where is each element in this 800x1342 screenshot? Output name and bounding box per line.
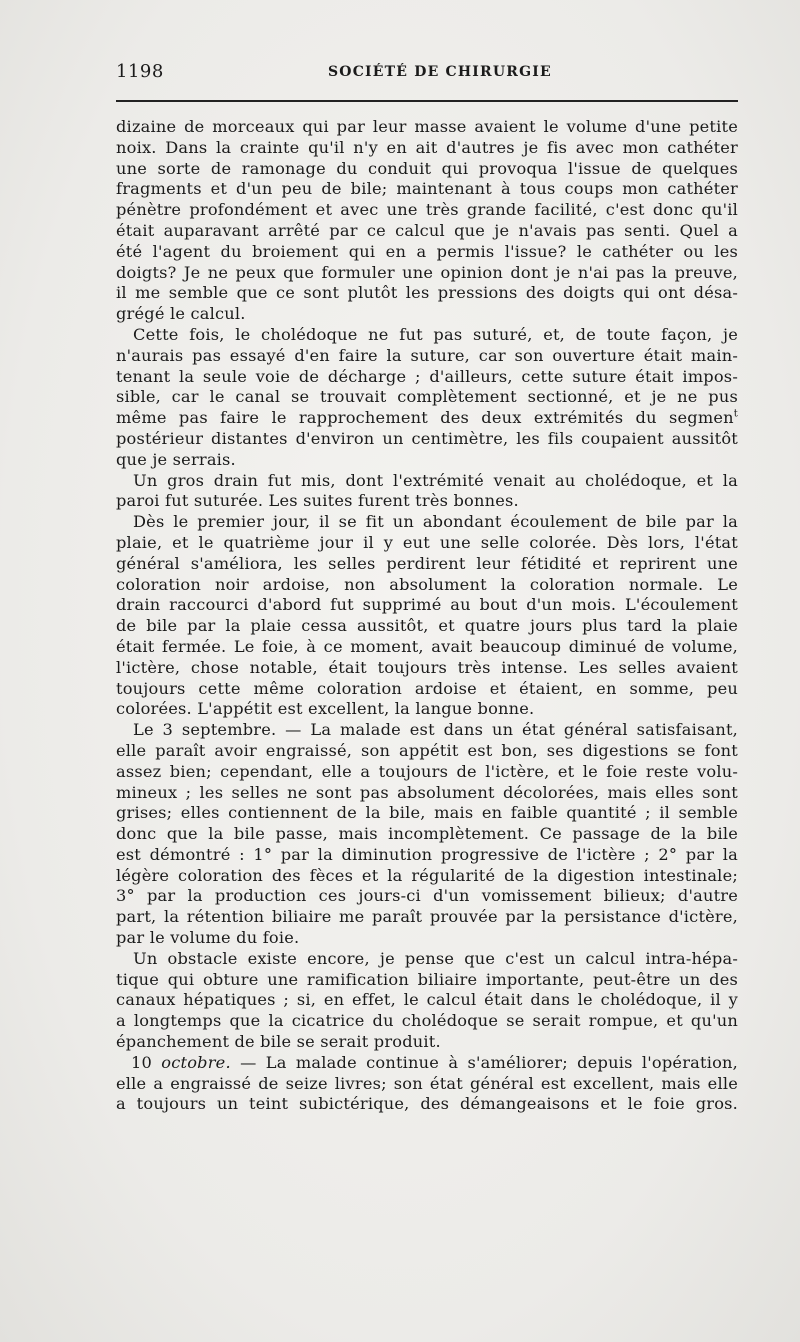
text-line: été l'agent du broiement qui en a permis l'issue? le cathéter ou les bbox=[116, 241, 738, 261]
text-line: doigts? Je ne peux que formuler une opinion dont je n'ai pas la preuve, bbox=[116, 262, 738, 282]
body-text bbox=[116, 117, 738, 1115]
text-line: il me semble que ce sont plutôt les pressions des doigts qui ont désa- bbox=[116, 283, 738, 303]
text-line: tique qui obture une ramification biliaire importante, peut-être un des bbox=[116, 969, 738, 989]
text-line: par le volume du foie. bbox=[116, 928, 300, 948]
text-fragment: même pas faire le rapprochement des deux extrémités du segmen bbox=[116, 408, 734, 428]
page-number: 1198 bbox=[116, 61, 164, 82]
text-line: une sorte de ramonage du conduit qui provoqua l'issue de quelques bbox=[116, 158, 738, 178]
page-header bbox=[116, 61, 738, 87]
text-line: de bile par la plaie cessa aussitôt, et quatre jours plus tard la plaie bbox=[116, 616, 738, 636]
text-line: paroi fut suturée. Les suites furent très bonnes. bbox=[116, 491, 519, 511]
text-line: grégé le calcul. bbox=[116, 304, 246, 324]
text-line: postérieur distantes d'environ un centimètre, les fils coupaient aussitôt bbox=[116, 428, 738, 448]
text-fragment: — La malade continue à s'améliorer; depuis l'opération, bbox=[240, 1052, 738, 1072]
text-line: n'aurais pas essayé d'en faire la suture, car son ouverture était main- bbox=[116, 345, 738, 365]
text-line: assez bien; cependant, elle a toujours de l'ictère, et le foie reste volu- bbox=[116, 761, 738, 781]
text-line: a longtemps que la cicatrice du cholédoque se serait rompue, et qu'un bbox=[116, 1011, 738, 1031]
text-line: était auparavant arrêté par ce calcul que je n'avais pas senti. Quel a bbox=[116, 220, 738, 240]
text-line: part, la rétention biliaire me paraît prouvée par la persistance d'ictère, bbox=[116, 907, 738, 927]
text-line: toujours cette même coloration ardoise et étaient, en somme, peu bbox=[116, 678, 738, 698]
date-day: 10 bbox=[131, 1052, 162, 1072]
text-line: donc que la bile passe, mais incomplètement. Ce passage de la bile bbox=[116, 824, 738, 844]
text-line: canaux hépatiques ; si, en effet, le calcul était dans le cholédoque, il y bbox=[116, 990, 738, 1010]
text-line: était fermée. Le foie, à ce moment, avait beaucoup diminué de volume, bbox=[116, 636, 738, 656]
text-line: épanchement de bile se serait produit. bbox=[116, 1032, 441, 1052]
text-line: colorées. L'appétit est excellent, la langue bonne. bbox=[116, 699, 535, 719]
text-line: sible, car le canal se trouvait complètement sectionné, et je ne pus bbox=[116, 387, 738, 407]
text-line-dated bbox=[116, 1053, 738, 1074]
text-line: elle paraît avoir engraissé, son appétit est bon, ses digestions se font bbox=[116, 740, 738, 760]
text-line: noix. Dans la crainte qu'il n'y en ait d'autres je fis avec mon cathéter bbox=[116, 137, 738, 157]
running-title: SOCIÉTÉ DE CHIRURGIE bbox=[328, 64, 552, 80]
text-line: Dès le premier jour, il se fit un abondant écoulement de bile par la bbox=[133, 512, 738, 532]
text-line: Cette fois, le cholédoque ne fut pas suturé, et, de toute façon, je bbox=[133, 324, 738, 344]
text-line: est démontré : 1° par la diminution progressive de l'ictère ; 2° par la bbox=[116, 844, 738, 864]
text-line: l'ictère, chose notable, était toujours très intense. Les selles avaient bbox=[116, 657, 738, 677]
text-line: mineux ; les selles ne sont pas absolument décolorées, mais elles sont bbox=[116, 782, 738, 802]
text-line: 3° par la production ces jours-ci d'un vomissement bilieux; d'autre bbox=[116, 886, 738, 906]
text-line: dizaine de morceaux qui par leur masse avaient le volume d'une petite bbox=[116, 117, 738, 136]
text-line: a toujours un teint subictérique, des démangeaisons et le foie gros. bbox=[116, 1094, 738, 1114]
text-line: légère coloration des fèces et la régularité de la digestion intestinale; bbox=[116, 865, 738, 885]
text-line: plaie, et le quatrième jour il y eut une selle colorée. Dès lors, l'état bbox=[116, 532, 738, 552]
text-line: pénètre profondément et avec une très grande facilité, c'est donc qu'il bbox=[116, 200, 738, 220]
text-line: Le 3 septembre. — La malade est dans un état général satisfaisant, bbox=[133, 720, 738, 740]
text-line-with-superscript bbox=[116, 408, 738, 429]
text-line: grises; elles contiennent de la bile, mais en faible quantité ; il semble bbox=[116, 803, 738, 823]
date-month: octobre. bbox=[161, 1052, 231, 1072]
text-line: général s'améliora, les selles perdirent leur fétidité et reprirent une bbox=[116, 553, 738, 573]
text-line: que je serrais. bbox=[116, 449, 236, 469]
text-line: Un obstacle existe encore, je pense que c'est un calcul intra-hépa- bbox=[133, 948, 738, 968]
superscript: t bbox=[733, 408, 738, 420]
text-line: Un gros drain fut mis, dont l'extrémité venait au cholédoque, et la bbox=[133, 470, 738, 490]
text-line: drain raccourci d'abord fut supprimé au bout d'un mois. L'écoulement bbox=[116, 595, 738, 615]
header-rule bbox=[116, 100, 738, 102]
text-line: coloration noir ardoise, non absolument la coloration normale. Le bbox=[116, 574, 738, 594]
text-line: elle a engraissé de seize livres; son état général est excellent, mais elle bbox=[116, 1073, 738, 1093]
text-line: tenant la seule voie de décharge ; d'ailleurs, cette suture était impos- bbox=[116, 366, 738, 386]
text-line: fragments et d'un peu de bile; maintenant à tous coups mon cathéter bbox=[116, 179, 738, 199]
